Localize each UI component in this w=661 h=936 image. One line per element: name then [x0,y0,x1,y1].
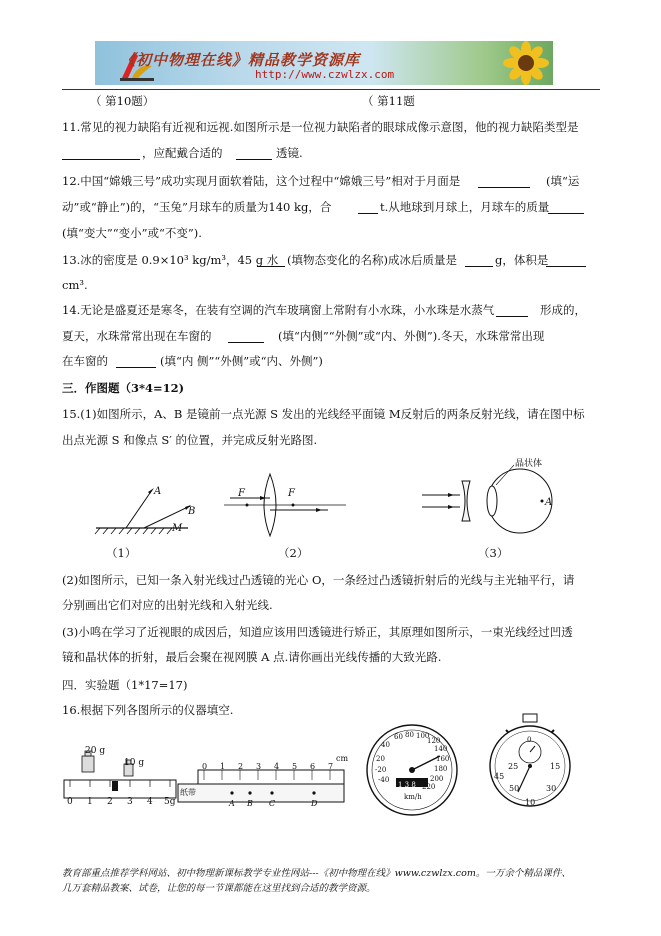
tape-point-a: A [229,799,235,808]
eye-label-a: A [545,497,553,508]
q12-line2a: 动”或“静止”)的，“玉兔”月球车的质量为140 kg，合 [62,200,332,214]
section4-title: 四．实验题（1*17=17) [62,678,188,692]
q14-line1b: 形成的， [540,303,586,317]
fig-label-2: （2） [278,546,309,560]
q13-blank1[interactable] [257,266,285,267]
footer-line2: 几万套精品教案、试卷，让您的每一节课都能在这里找到合适的教学资源。 [62,883,376,894]
speedo-tick-neg20: -20 [375,766,387,774]
q13-line2: cm³. [62,278,88,292]
stopwatch-tick-30: 30 [546,784,557,793]
q15-part3-line2: 镜和晶状体的折射，最后会聚在视网膜 A 点.请你画出光线传播的大致光路. [62,650,442,664]
stopwatch-tick-45: 45 [494,772,505,781]
ruler-tick-3: 3 [256,762,262,771]
fig-label-3: （3） [478,546,509,560]
header-divider [62,89,600,90]
tape-point-d: D [311,799,318,808]
q14-line3a: 在车窗的 [62,354,108,368]
q11-line2a: ，应配戴合适的 [142,146,223,160]
q12-line3: (填“变大”“变小”或“不变”). [62,226,202,240]
q12-blank3[interactable] [548,213,584,214]
eye-label-crystal: 晶状体 [515,459,543,469]
tape-point-c: C [269,799,276,808]
speedo-tick-220: 220 [422,783,436,791]
speedo-tick-20: 20 [376,755,385,763]
q11-line2b: 透镜. [276,146,303,160]
speedo-tick-200: 200 [430,775,444,783]
ruler-tick-4: 4 [274,762,280,771]
q13-line1a: 13.冰的密度是 0.9×10³ kg/m³，45 g 水 [62,253,279,267]
speedo-tick-160: 160 [436,755,450,763]
lens-label-f1: F [238,488,245,499]
stopwatch-tick-10: 10 [525,798,536,807]
q12-blank1[interactable] [478,187,530,188]
speedo-tick-40: 40 [381,741,390,749]
q15-line2: 出点光源 S 和像点 S′ 的位置，并完成反射光路图. [62,433,318,447]
ruler-tick-6: 6 [310,762,316,771]
q12-line2b: t.从地球到月球上，月球车的质量 [380,200,550,214]
figure-plane-mirror [90,478,200,538]
banner-title: 《初中物理在线》精品教学资源库 [120,51,361,69]
ruler-tick-1: 1 [220,762,226,771]
tape-point-b: B [247,799,253,808]
q16-line1: 16.根据下列各图所示的仪器填空. [62,703,234,717]
mirror-label-m: M [172,523,183,534]
q15-part2-line2: 分别画出它们对应的出射光线和入射光线. [62,598,273,612]
balance-tick-3: 3 [127,797,133,807]
q14-line1a: 14.无论是盛夏还是寒冬，在装有空调的汽车玻璃窗上常附有小水珠，小水珠是水蒸气 [62,303,495,317]
q14-line3b: (填“内 侧”“外侧”或“内、外侧”) [160,354,323,368]
fig-label-1: （1） [106,546,137,560]
q14-blank3[interactable] [116,367,156,368]
speedo-tick-140: 140 [434,745,448,753]
caption-fig11: （ 第11题 [362,94,415,108]
q12-line1a: 12.中国“嫦娥三号”成功实现月面软着陆，这个过程中“嫦娥三号”相对于月面是 [62,174,461,188]
ruler-tick-2: 2 [238,762,244,771]
sunflower-icon [500,42,552,84]
balance-weight-10g: 10 g [124,758,145,768]
q13-blank3[interactable] [546,266,586,267]
stopwatch-tick-25: 25 [508,762,519,771]
caption-fig10: （ 第10题） [90,94,155,108]
q15-part3-line1: (3)小鸣在学习了近视眼的成因后，知道应该用凹透镜进行矫正，其原理如图所示，一束光线经过凹透 [62,625,573,639]
ruler-tick-7: 7 [328,762,334,771]
q13-line1c: g，体积是 [495,253,549,267]
instrument-balance-beam [62,742,180,812]
footer-line1: 教育部重点推荐学科网站、初中物理新课标教学专业性网站---《初中物理在线》www.czwlzx.com。一万余个精品课件、 [62,868,571,879]
mirror-label-b: B [188,506,196,517]
balance-tick-1: 1 [87,797,93,807]
q14-line2b: (填“内侧”“外侧”或“内、外侧”).冬天，水珠常常出现 [278,329,545,343]
ruler-unit-cm: cm [336,754,349,763]
q15-line1: 15.(1)如图所示，A、B 是镜前一点光源 S 发出的光线经平面镜 M反射后的两条反射光线，请在图中标 [62,407,585,421]
balance-tick-2: 2 [107,797,113,807]
balance-weight-20g: 20 g [85,746,106,756]
q11-blank1[interactable] [62,159,140,160]
figure-convex-lens [220,470,350,540]
speedo-odometer: 1 3 8 [398,781,416,789]
speedo-tick-80: 80 [405,731,414,739]
balance-tick-5g: 5g [164,797,176,807]
q14-blank1[interactable] [496,316,528,317]
speedo-unit: km/h [404,793,422,801]
speedo-tick-100: 100 [416,732,430,740]
speedo-tick-neg40: -40 [378,776,390,784]
stopwatch-tick-50: 50 [509,784,520,793]
speedo-tick-60: 60 [394,733,403,741]
stopwatch-tick-15: 15 [550,762,561,771]
lens-label-f2: F [288,488,295,499]
q11-line1: 11.常见的视力缺陷有近视和远视.如图所示是一位视力缺陷者的眼球成像示意图，他的视力缺陷类型是 [62,120,579,134]
mirror-label-a: A [154,486,162,497]
q14-line2a: 夏天，水珠常常出现在车窗的 [62,329,212,343]
balance-tick-0: 0 [67,797,73,807]
q12-line1b: (填“运 [546,174,580,188]
q15-part2-line1: (2)如图所示，已知一条入射光线过凸透镜的光心 O，一条经过凸透镜折射后的光线与主光轴平行，请 [62,573,575,587]
speedo-tick-120: 120 [427,737,441,745]
q13-line1b: (填物态变化的名称)成冰后质量是 [287,253,457,267]
balance-tick-4: 4 [147,797,153,807]
q14-blank2[interactable] [228,342,264,343]
ruler-tick-5: 5 [292,762,298,771]
banner-url: http://www.czwlzx.com [255,68,395,81]
ruler-tick-0: 0 [202,762,208,771]
stopwatch-tick-0: 0 [527,736,532,744]
q12-blank2[interactable] [358,213,378,214]
speedo-tick-180: 180 [434,765,448,773]
ruler-tape-label: 纸带 [180,788,196,797]
q11-blank2[interactable] [236,159,272,160]
section3-title: 三．作图题（3*4=12) [62,381,185,395]
q13-blank2[interactable] [465,266,493,267]
